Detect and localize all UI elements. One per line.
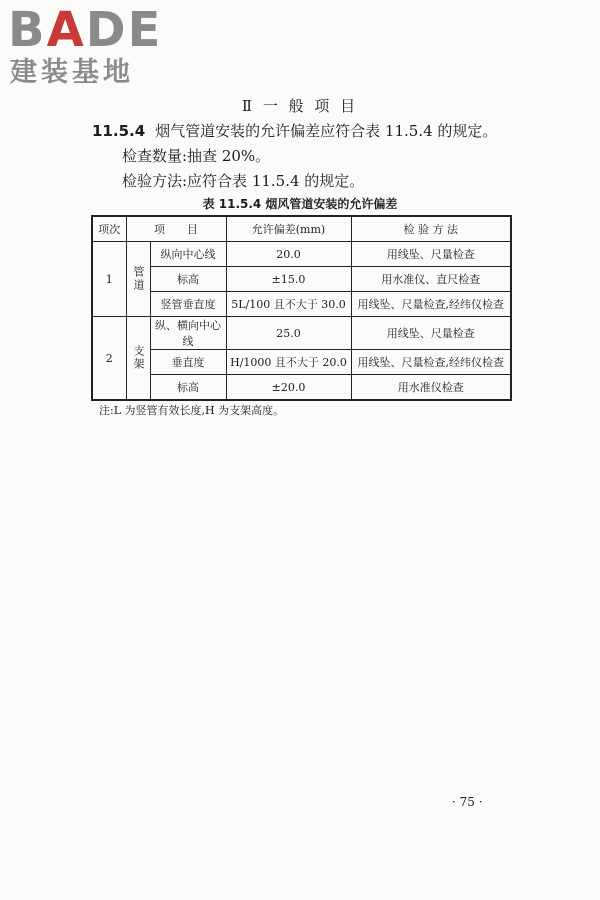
- inspection-method: 检验方法:应符合表 11.5.4 的规定。: [122, 172, 365, 190]
- group-number: 1: [92, 242, 126, 317]
- table-row: [92, 350, 511, 375]
- group-number: 2: [92, 317, 126, 401]
- inspection-quantity: 检查数量:抽查 20%。: [122, 147, 271, 165]
- item-cell: 垂直度: [150, 350, 226, 375]
- item-cell: 纵、横向中心线: [150, 317, 226, 350]
- method-cell: 用水准仪、直尺检查: [351, 267, 511, 292]
- method-cell: 用线坠、尺量检查,经纬仪检查: [351, 350, 511, 375]
- table-row: [92, 267, 511, 292]
- tolerance-cell: ±20.0: [226, 375, 351, 401]
- tolerance-cell: H/1000 且不大于 20.0: [226, 350, 351, 375]
- table-row: [92, 292, 511, 317]
- item-cell: 标高: [150, 267, 226, 292]
- item-cell: 纵向中心线: [150, 242, 226, 267]
- clause-paragraph: [92, 121, 497, 141]
- method-cell: 用线坠、尺量检查: [351, 242, 511, 267]
- item-cell: 竖管垂直度: [150, 292, 226, 317]
- page-number: · 75 ·: [452, 795, 483, 809]
- group-name: 管道: [126, 242, 150, 317]
- table-title: 表 11.5.4 烟风管道安装的允许偏差: [202, 197, 398, 211]
- clause-number: 11.5.4: [92, 122, 146, 140]
- group-name: 支架: [126, 317, 150, 401]
- method-cell: 用线坠、尺量检查: [351, 317, 511, 350]
- header-item: 项 目: [126, 216, 226, 242]
- section-title: Ⅱ 一 般 项 目: [241, 97, 359, 115]
- method-cell: 用线坠、尺量检查,经纬仪检查: [351, 292, 511, 317]
- header-no: 项次: [92, 216, 126, 242]
- bade-logo: [8, 4, 188, 94]
- table-row: [92, 317, 511, 350]
- table-header-row: [92, 216, 511, 242]
- method-cell: 用水准仪检查: [351, 375, 511, 401]
- header-tolerance: 允许偏差(mm): [226, 216, 351, 242]
- item-cell: 标高: [150, 375, 226, 401]
- clause-text: 烟气管道安装的允许偏差应符合表 11.5.4 的规定。: [155, 122, 498, 140]
- tolerance-cell: 20.0: [226, 242, 351, 267]
- tolerance-cell: 25.0: [226, 317, 351, 350]
- header-method: 检 验 方 法: [351, 216, 511, 242]
- table-row: [92, 375, 511, 401]
- table-note: 注:L 为竖管有效长度,H 为支架高度。: [99, 404, 285, 417]
- logo-subtitle: 建装基地: [10, 57, 134, 88]
- logo-wordmark: BADE: [8, 2, 163, 58]
- tolerance-table: [91, 215, 512, 401]
- table-row: [92, 242, 511, 267]
- tolerance-cell: 5L/100 且不大于 30.0: [226, 292, 351, 317]
- tolerance-cell: ±15.0: [226, 267, 351, 292]
